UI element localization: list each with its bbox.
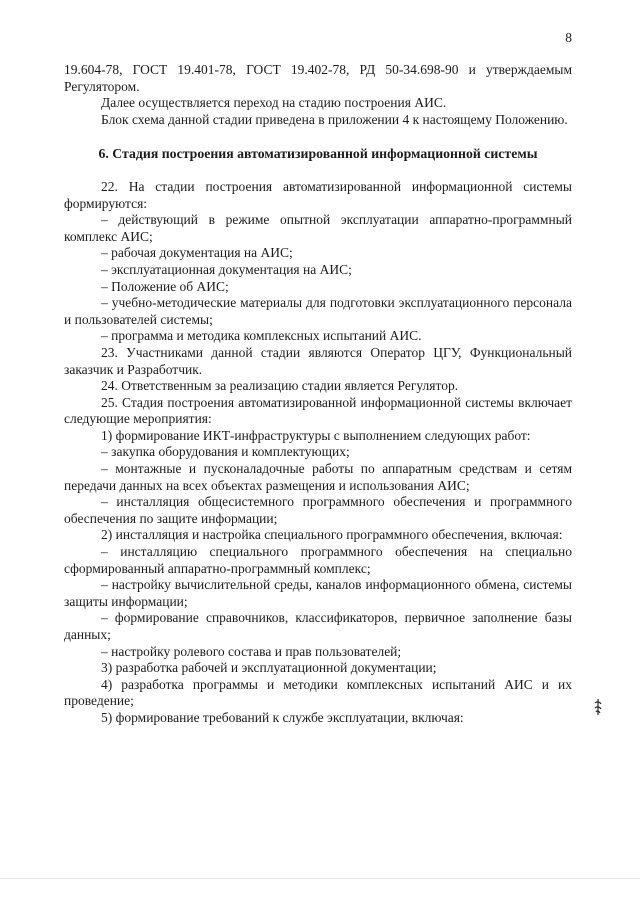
list-item: – формирование справочников, классификаторов, первичное заполнение базы данных; [64, 610, 572, 642]
list-item: – инсталляция общесистемного программного обеспечения и программного обеспечения по защите информации; [64, 494, 572, 526]
page-number: 8 [565, 30, 572, 45]
list-item: – действующий в режиме опытной эксплуатации аппаратно-программный комплекс АИС; [64, 212, 572, 244]
list-item: – инсталляцию специального программного обеспечения на специально сформированный аппаратно-программный комплекс; [64, 544, 572, 576]
paragraph-25: 25. Стадия построения автоматизированной информационной системы включает следующие мероприятия: [64, 394, 572, 427]
list-item: 4) разработка программы и методики комплексных испытаний АИС и их проведение; [64, 676, 572, 709]
list-item: – эксплуатационная документация на АИС; [101, 261, 352, 277]
paragraph-gost-references: 19.604-78, ГОСТ 19.401-78, ГОСТ 19.402-78, РД 50-34.698-90 и утверждаемым Регулятором. [64, 62, 572, 94]
document-body [64, 62, 572, 727]
list-item: – рабочая документация на АИС; [101, 245, 293, 261]
list-item: – программа и методика комплексных испытаний АИС. [101, 328, 422, 344]
list-item: – настройку ролевого состава и прав пользователей; [101, 643, 402, 659]
list-item: – Положение об АИС; [101, 278, 229, 294]
list-item: – закупка оборудования и комплектующих; [101, 444, 350, 460]
list-item: – монтажные и пусконаладочные работы по аппаратным средствам и сетям передачи данных на всех объектах размещения и использования АИС; [64, 461, 572, 493]
page-bottom-edge [0, 878, 640, 879]
paragraph-23: 23. Участниками данной стадии являются Оператор ЦГУ, Функциональный заказчик и Разработчик. [64, 344, 572, 377]
list-item: 5) формирование требований к службе эксплуатации, включая: [101, 709, 464, 725]
list-item: – настройку вычислительной среды, каналов информационного обмена, системы защиты информации; [64, 577, 572, 609]
list-item: 1) формирование ИКТ-инфраструктуры с выполнением следующих работ: [101, 427, 531, 443]
paragraph-22: 22. На стадии построения автоматизированной информационной системы формируются: [64, 178, 572, 211]
list-item: 2) инсталляция и настройка специального программного обеспечения, включая: [101, 527, 563, 543]
list-item: 3) разработка рабочей и эксплуатационной документации; [101, 660, 437, 676]
list-item: – учебно-методические материалы для подготовки эксплуатационного персонала и пользователей системы; [64, 295, 572, 327]
paragraph-24: 24. Ответственным за реализацию стадии является Регулятор. [101, 378, 459, 394]
section-heading-6: 6. Стадия построения автоматизированной информационной системы [98, 146, 538, 162]
margin-initials-mark [594, 698, 602, 716]
paragraph-block-diagram-note: Блок схема данной стадии приведена в приложении 4 к настоящему Положению. [101, 111, 568, 127]
paragraph-transition: Далее осуществляется переход на стадию построения АИС. [101, 95, 447, 111]
